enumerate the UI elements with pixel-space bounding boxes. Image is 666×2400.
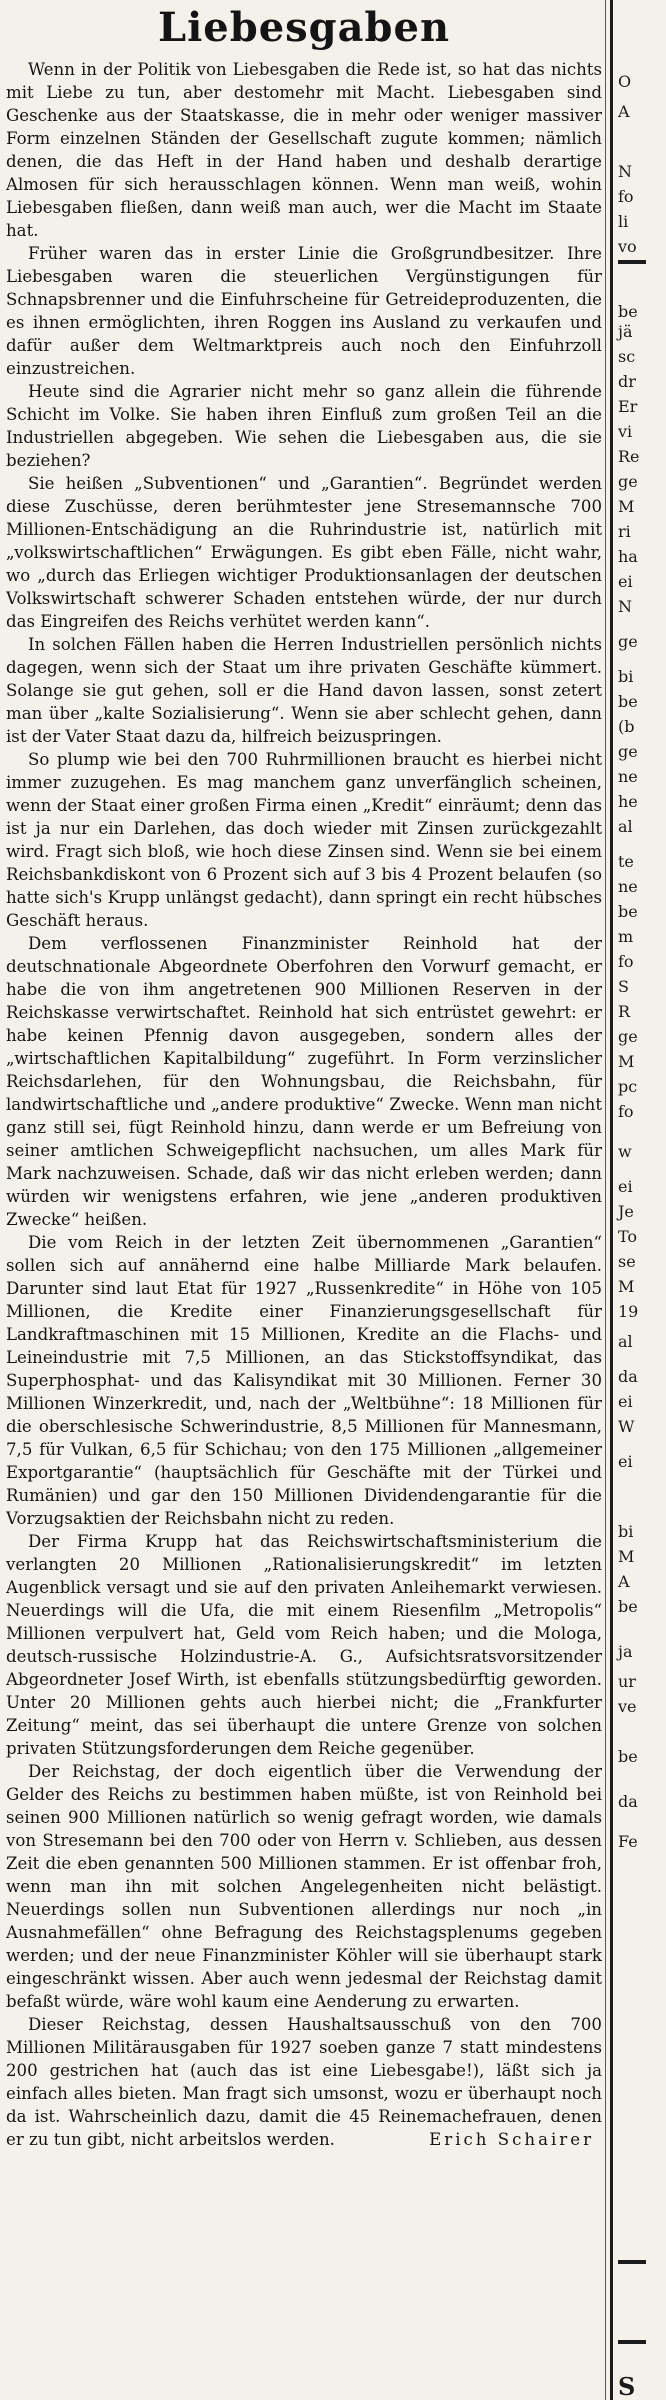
neighbor-fragment: ja	[618, 1642, 633, 1661]
neighbor-fragment: N	[618, 162, 632, 181]
paragraph-11: Dieser Reichstag, dessen Haushaltsausschuß von den 700 Millionen Militärausgaben für 1927 soeben ganze 7 statt mindestens 200 gestrichen hat (auch das ist eine Liebesgabe!), läßt sich ja einfach alles bieten. Man fragt sich umsonst, wozu er überhaupt noch da ist. Wahrscheinlich dazu, damit die 45 Reinemachefrauen, denen er zu tun gibt, nicht arbeitslos werden.	[6, 2015, 602, 2149]
neighbor-fragment: W	[618, 1417, 635, 1436]
neighbor-fragment: 19	[618, 1302, 639, 1321]
neighbor-rule	[618, 2340, 646, 2344]
neighbor-fragment: ri	[618, 522, 631, 541]
neighbor-fragment: Er	[618, 397, 638, 416]
neighbor-fragment: be	[618, 1747, 638, 1766]
neighbor-fragment: vo	[618, 237, 637, 256]
neighbor-rule	[618, 2260, 646, 2264]
neighbor-fragment: ne	[618, 767, 638, 786]
neighbor-fragment: ha	[618, 547, 638, 566]
neighbor-fragment: ge	[618, 742, 638, 761]
neighbor-fragment: ge	[618, 1027, 638, 1046]
neighbor-fragment: O	[618, 72, 632, 91]
neighbor-fragment: M	[618, 1547, 635, 1566]
neighbor-fragment: ge	[618, 632, 638, 651]
neighbor-fragment: se	[618, 1252, 636, 1271]
neighbor-fragment: ei	[618, 1452, 633, 1471]
column-divider-thin	[605, 0, 606, 2400]
neighbor-fragment: S	[618, 977, 629, 996]
neighbor-fragment: pc	[618, 1077, 638, 1096]
neighbor-fragment: N	[618, 597, 632, 616]
neighbor-fragment: ei	[618, 572, 633, 591]
neighbor-fragment: R	[618, 1002, 631, 1021]
paragraph-10: Der Reichstag, der doch eigentlich über die Verwendung der Gelder des Reichs zu bestimmen haben müßte, ist von Reinhold bei seinen 900 Millionen natürlich so wenig gefragt worden, wie damals von Stresemann bei den 700 oder von Herrn v. Schlieben, aus dessen Zeit die eben genannten 500 Millionen stammen. Er ist offenbar froh, wenn man ihn mit solchen Angelegenheiten nicht belästigt. Neuerdings sollen nun Subventionen allerdings nur noch „in Ausnahmefällen“ ohne Befragung des Reichstagsplenums gegeben werden; und der neue Finanzminister Köhler will sie überhaupt stark eingeschränkt wissen. Aber auch wenn jedesmal der Reichstag damit befaßt würde, wäre wohl kaum eine Aenderung zu erwarten.	[6, 1762, 602, 2011]
neighbor-fragment: Fe	[618, 1832, 638, 1851]
neighbor-rule	[618, 260, 646, 264]
paragraph-1: Wenn in der Politik von Liebesgaben die Rede ist, so hat das nichts mit Liebe zu tun, aber destomehr mit Macht. Liebesgaben sind Geschenke aus der Staatskasse, die in mehr oder weniger massiver Form einzelnen Ständen der Gesellschaft zugute kommen; nämlich denen, die das Heft in der Hand haben und deshalb derartige Almosen für sich herausschlagen können. Wenn man weiß, wohin Liebesgaben fließen, dann weiß man auch, wer die Macht im Staate hat.	[6, 60, 602, 240]
neighbor-fragment: To	[618, 1227, 638, 1246]
neighbor-fragment: ei	[618, 1392, 633, 1411]
neighbor-fragment: fo	[618, 952, 634, 971]
neighbor-column	[616, 0, 666, 2400]
neighbor-fragment: te	[618, 852, 634, 871]
paragraph-5: In solchen Fällen haben die Herren Industriellen persönlich nichts dagegen, wenn sich der Staat um ihre privaten Geschäfte kümmert. Solange sie gut gehen, soll er die Hand davon lassen, sonst zetert man über „kalte Sozialisierung“. Wenn sie aber schlecht gehen, dann ist der Vater Staat dazu da, hilfreich beizuspringen.	[6, 635, 602, 746]
neighbor-fragment: fo	[618, 1102, 634, 1121]
neighbor-fragment: M	[618, 1052, 635, 1071]
neighbor-fragment: be	[618, 692, 638, 711]
neighbor-fragment: al	[618, 1332, 633, 1351]
paragraph-3: Heute sind die Agrarier nicht mehr so ganz allein die führende Schicht im Volke. Sie haben ihren Einfluß zum großen Teil an die Industriellen abgegeben. Wie sehen die Liebesgaben aus, die sie beziehen?	[6, 382, 602, 470]
neighbor-fragment: vi	[618, 422, 633, 441]
article-title: Liebesgaben	[157, 4, 451, 51]
paragraph-2: Früher waren das in erster Linie die Großgrundbesitzer. Ihre Liebesgaben waren die steuerlichen Vergünstigungen für Schnapsbrenner und die Einfuhrscheine für Getreideproduzenten, die es ihnen ermöglichten, ihren Roggen ins Ausland zu verkaufen und dafür außer dem Weltmarktpreis auch noch den Einfuhrzoll einzustreichen.	[6, 244, 602, 378]
neighbor-fragment: Re	[618, 447, 640, 466]
neighbor-fragment: fo	[618, 187, 634, 206]
paragraph-8: Die vom Reich in der letzten Zeit übernommenen „Garantien“ sollen sich auf annähernd eine halbe Milliarde Mark belaufen. Darunter sind laut Etat für 1927 „Russenkredite“ in Höhe von 105 Millionen, die Kredite einer Finanzierungsgesellschaft für Landkraftmaschinen mit 15 Millionen, Kredite an die Flachs- und Leineindustrie mit 7,5 Millionen, an das Stickstoffsyndikat, das Superphosphat- und das Kalisyndikat mit 30 Millionen. Ferner 30 Millionen Winzerkredit, und, nach der „Weltbühne“: 18 Millionen für die oberschlesische Schwerindustrie, 8,5 Millionen für Mannesmann, 7,5 für Vulkan, 6,5 für Schichau; von den 175 Millionen „allgemeiner Exportgarantie“ (hauptsächlich für Geschäfte mit der Türkei und Rumänien) und gar den 150 Millionen Dividendengarantie für die Vorzugsaktien der Reichsbahn nicht zu reden.	[6, 1233, 602, 1528]
neighbor-fragment: A	[618, 102, 630, 121]
article-column	[6, 4, 602, 2394]
neighbor-fragment: ei	[618, 1177, 633, 1196]
neighbor-fragment: bi	[618, 1522, 634, 1541]
neighbor-fragment: (b	[618, 717, 635, 736]
neighbor-fragment: w	[618, 1142, 632, 1161]
paragraph-9: Der Firma Krupp hat das Reichswirtschaftsministerium die verlangten 20 Millionen „Rationalisierungskredit“ im letzten Augenblick versagt und sie auf den privaten Anleihemarkt verwiesen. Neuerdings will die Ufa, die mit einem Riesenfilm „Metropolis“ Millionen verpulvert hat, Geld vom Reich haben; und die Mologa, deutsch-russische Holzindustrie-A. G., Aufsichtsratsvorsitzender Abgeordneter Josef Wirth, ist ebenfalls stützungsbedürftig geworden. Unter 20 Millionen gehts auch hierbei nicht; die „Frankfurter Zeitung“ meint, das sei überhaupt die untere Grenze von solchen privaten Stützungsforderungen dem Reiche gegenüber.	[6, 1532, 602, 1758]
article-body	[6, 58, 602, 2151]
column-divider	[610, 0, 613, 2400]
neighbor-fragment: be	[618, 902, 638, 921]
neighbor-fragment: M	[618, 1277, 635, 1296]
neighbor-fragment: be	[618, 302, 638, 321]
neighbor-fragment: jä	[618, 322, 633, 341]
paragraph-6: So plump wie bei den 700 Ruhrmillionen braucht es hierbei nicht immer zuzugehen. Es mag manchem ganz unverfänglich scheinen, wenn der Staat einer großen Firma einen „Kredit“ einräumt; denn das ist ja nur ein Darlehen, das doch wieder mit Zinsen zurückgezahlt wird. Fragt sich bloß, wie hoch diese Zinsen sind. Wenn sie bei einem Reichsbankdiskont von 6 Prozent sich auf 3 bis 4 Prozent belaufen (so hatte sich's Krupp unlängst gedacht), dann springt ein recht hübsches Geschäft heraus.	[6, 750, 602, 930]
neighbor-fragment: dr	[618, 372, 636, 391]
neighbor-fragment: ne	[618, 877, 638, 896]
neighbor-fragment: ur	[618, 1672, 636, 1691]
neighbor-fragment: he	[618, 792, 638, 811]
neighbor-fragment: S	[618, 2372, 636, 2400]
paragraph-4: Sie heißen „Subventionen“ und „Garantien“. Begründet werden diese Zuschüsse, deren berühmtester jene Stresemannsche 700 Millionen-Entschädigung an die Ruhrindustrie ist, natürlich mit „volkswirtschaftlichen“ Erwägungen. Es gibt eben Fälle, nicht wahr, wo „durch das Erliegen wichtiger Produktionsanlagen der deutschen Volkswirtschaft schwerer Schaden entstehen würde, der nur durch das Eingreifen des Reichs verhütet werden kann“.	[6, 474, 602, 631]
author-signature: Erich Schairer	[429, 2130, 594, 2149]
neighbor-fragment: be	[618, 1597, 638, 1616]
neighbor-fragment: Je	[618, 1202, 634, 1221]
neighbor-fragment: m	[618, 927, 634, 946]
neighbor-fragment: da	[618, 1792, 638, 1811]
neighbor-fragment: sc	[618, 347, 636, 366]
neighbor-fragment: M	[618, 497, 635, 516]
neighbor-fragment: bi	[618, 667, 634, 686]
paragraph-7: Dem verflossenen Finanzminister Reinhold hat der deutschnationale Abgeordnete Oberfohren den Vorwurf gemacht, er habe die von ihm angetretenen 900 Millionen Reserven in der Reichskasse verwirtschaftet. Reinhold hat sich entrüstet gewehrt: er habe keinen Pfennig davon ausgegeben, sondern alles der „wirtschaftlichen Kapitalbildung“ zugeführt. In Form verzinslicher Reichsdarlehen, für den Wohnungsbau, die Reichsbahn, für landwirtschaftliche und „andere produktive“ Zwecke. Wenn man nicht ganz still sei, fügt Reinhold hinzu, dann werde er um Befreiung von seiner amtlichen Schweigepflicht nachsuchen, um alles Mark für Mark nachzuweisen. Schade, daß wir das nicht erleben werden; dann würden wir wenigstens erfahren, wie jene „anderen produktiven Zwecke“ heißen.	[6, 934, 602, 1229]
neighbor-fragment: al	[618, 817, 633, 836]
neighbor-fragment: li	[618, 212, 629, 231]
neighbor-fragment: da	[618, 1367, 638, 1386]
neighbor-fragment: A	[618, 1572, 630, 1591]
neighbor-fragment: ge	[618, 472, 638, 491]
neighbor-fragment: ve	[618, 1697, 637, 1716]
